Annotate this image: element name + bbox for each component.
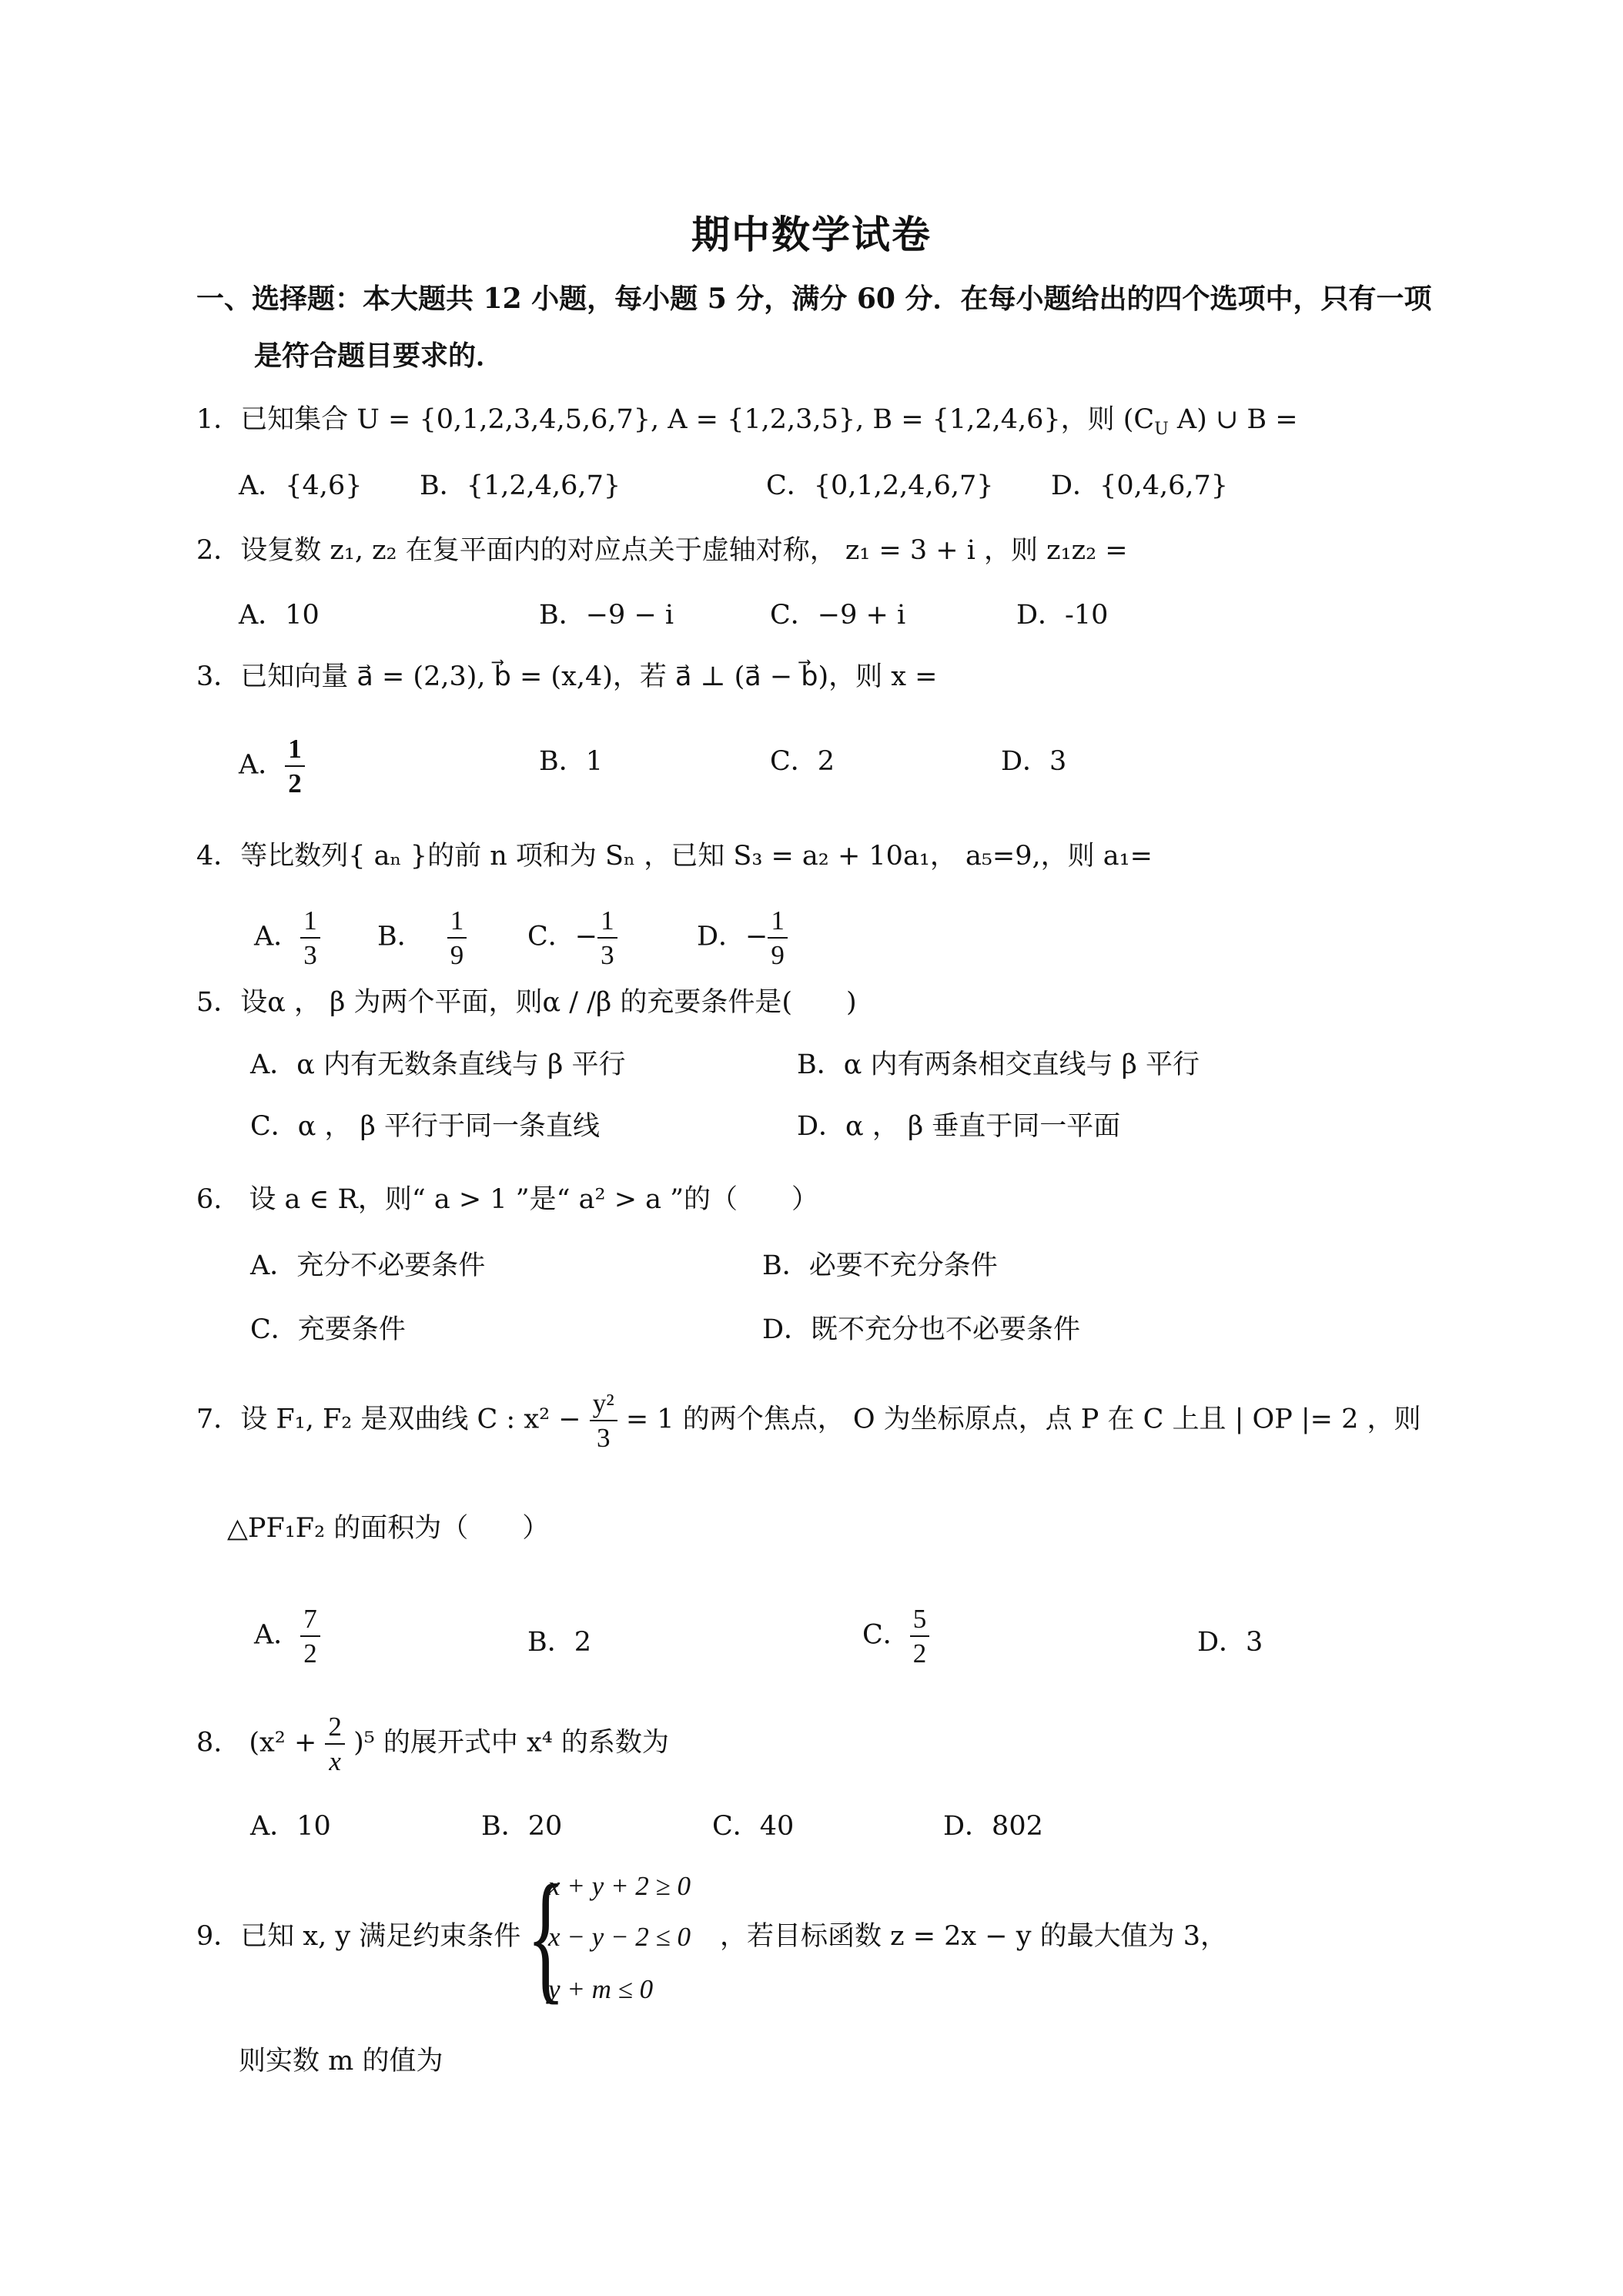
- question-3: 3．已知向量 a⃗ = (2,3), b⃗ = (x,4)，若 a⃗ ⊥ (a⃗ − b⃗)，则 x =: [196, 661, 938, 692]
- question-9-text-b: ，若目标函数 z = 2x − y 的最大值为 3，: [720, 1921, 1228, 1952]
- question-5-option-c: C．α ， β 平行于同一条直线: [250, 1111, 601, 1142]
- question-1-text: 1．已知集合 U = {0,1,2,3,4,5,6,7}, A = {1,2,3,5}, B = {1,2,4,6}，则 (C: [196, 404, 1155, 435]
- question-3-option-d: D．3: [1001, 746, 1067, 777]
- fraction-numerator: y²: [590, 1390, 617, 1421]
- constraint-2: x − y − 2 ≤ 0: [548, 1922, 691, 1952]
- constraint-3: y + m ≤ 0: [548, 1974, 654, 2004]
- question-8: [196, 1713, 669, 1775]
- question-1-option-b: B．{1,2,4,6,7}: [420, 470, 621, 501]
- question-4-option-b-fraction: [447, 907, 467, 969]
- fraction-denominator: 3: [596, 1423, 611, 1453]
- question-3-option-a-fraction: [285, 735, 305, 797]
- question-7-option-c-label: C．: [862, 1619, 910, 1651]
- fraction-numerator: 5: [910, 1605, 930, 1637]
- fraction-denominator: 3: [601, 940, 614, 970]
- question-4-option-b-label: B．: [377, 921, 424, 952]
- question-2-option-c: C．−9 + i: [770, 600, 906, 631]
- question-1-option-c: C．{0,1,2,4,6,7}: [766, 470, 994, 501]
- question-3-option-a: [239, 735, 305, 797]
- question-2-option-d: D．-10: [1016, 600, 1109, 631]
- question-7-option-c: [862, 1605, 929, 1667]
- page-title: 期中数学试卷: [691, 212, 932, 257]
- question-1-option-d: D．{0,4,6,7}: [1051, 470, 1229, 501]
- question-4-option-c-label: C．−: [527, 921, 598, 952]
- question-7-option-a: [254, 1605, 320, 1667]
- question-4-option-c: [527, 907, 617, 969]
- question-7-option-d: D．3: [1197, 1627, 1263, 1658]
- fraction-numerator: 1: [285, 735, 305, 767]
- question-1: [196, 404, 1298, 439]
- constraint-brace: {: [527, 1856, 566, 2017]
- question-2-option-b: B．−9 − i: [539, 600, 674, 631]
- question-4-option-b: [377, 907, 467, 969]
- fraction-numerator: 1: [300, 907, 320, 939]
- section-heading-line1: 一、选择题：本大题共 12 小题，每小题 5 分，满分 60 分．在每小题给出的四个选项中，只有一项: [196, 283, 1432, 315]
- fraction-denominator: 2: [303, 1638, 317, 1668]
- fraction-numerator: 1: [447, 907, 467, 939]
- section-heading-line2: 是符合题目要求的．: [254, 340, 504, 372]
- question-4-option-d-label: D．−: [697, 921, 768, 952]
- fraction-denominator: x: [329, 1746, 341, 1776]
- fraction-numerator: 2: [325, 1713, 345, 1745]
- question-7-line2: △PF₁F₂ 的面积为（ ）: [227, 1513, 550, 1544]
- fraction-denominator: 3: [303, 940, 317, 970]
- question-7-fraction: [590, 1390, 617, 1451]
- question-8-fraction: [325, 1713, 345, 1775]
- fraction-denominator: 9: [450, 940, 464, 970]
- question-4-option-a: [254, 907, 320, 969]
- question-4-option-a-label: A．: [254, 921, 301, 952]
- question-1-option-a: A．{4,6}: [239, 470, 363, 501]
- question-5-option-d: D．α ， β 垂直于同一平面: [797, 1111, 1121, 1142]
- question-7-option-c-fraction: [910, 1605, 930, 1667]
- question-9-line2: 则实数 m 的值为: [239, 2046, 443, 2077]
- question-2-option-a: A．10: [239, 600, 320, 631]
- fraction-numerator: 1: [768, 907, 788, 939]
- question-1-tail: A) ∪ B =: [1168, 404, 1298, 435]
- constraint-1: x + y + 2 ≥ 0: [548, 1871, 691, 1901]
- question-6: 6. 设 a ∈ R，则“ a > 1 ”是“ a² > a ”的（ ）: [196, 1184, 819, 1215]
- question-7-option-a-label: A．: [254, 1619, 301, 1651]
- question-7-text-b: = 1 的两个焦点， O 为坐标原点，点 P 在 C 上且 | OP |= 2 ，则: [625, 1404, 1421, 1435]
- question-4: 4．等比数列{ aₙ }的前 n 项和为 Sₙ ，已知 S₃ = a₂ + 10a₁， a₅=9,，则 a₁=: [196, 841, 1153, 872]
- fraction-numerator: 7: [300, 1605, 320, 1637]
- question-8-option-b: B．20: [481, 1811, 563, 1842]
- question-6-option-a: A．充分不必要条件: [250, 1250, 486, 1281]
- question-3-option-a-label: A．: [239, 749, 286, 781]
- question-9-text-a: 9．已知 x, y 满足约束条件: [196, 1921, 521, 1952]
- question-3-option-b: B．1: [539, 746, 603, 777]
- question-6-option-d: D．既不充分也不必要条件: [762, 1314, 1081, 1345]
- question-4-option-d: [697, 907, 788, 969]
- question-8-option-c: C．40: [712, 1811, 795, 1842]
- question-4-option-d-fraction: [768, 907, 788, 969]
- question-2: 2．设复数 z₁, z₂ 在复平面内的对应点关于虚轴对称， z₁ = 3 + i ，则 z₁z₂ =: [196, 535, 1128, 566]
- question-7-text-a: 7．设 F₁, F₂ 是双曲线 C : x² −: [196, 1404, 581, 1435]
- question-8-option-d: D．802: [943, 1811, 1043, 1842]
- question-6-option-c: C．充要条件: [250, 1314, 406, 1345]
- fraction-denominator: 9: [771, 940, 785, 970]
- question-5: 5．设α ， β 为两个平面，则α / /β 的充要条件是( ): [196, 987, 857, 1018]
- question-7: [196, 1390, 1421, 1451]
- question-3-option-c: C．2: [770, 746, 835, 777]
- question-7-option-a-fraction: [300, 1605, 320, 1667]
- question-5-option-b: B．α 内有两条相交直线与 β 平行: [797, 1049, 1200, 1080]
- question-6-option-b: B．必要不充分条件: [762, 1250, 998, 1281]
- fraction-denominator: 2: [912, 1638, 927, 1668]
- question-4-option-a-fraction: [300, 907, 320, 969]
- fraction-denominator: 2: [288, 768, 302, 798]
- question-1-subscript: U: [1154, 420, 1169, 439]
- question-8-text-a: 8. (x² +: [196, 1727, 317, 1759]
- question-4-option-c-fraction: [597, 907, 617, 969]
- question-7-option-b: B．2: [527, 1627, 591, 1658]
- question-5-option-a: A．α 内有无数条直线与 β 平行: [250, 1049, 626, 1080]
- question-8-option-a: A．10: [250, 1811, 331, 1842]
- fraction-numerator: 1: [597, 907, 617, 939]
- question-8-text-b: )⁵ 的展开式中 x⁴ 的系数为: [353, 1727, 669, 1759]
